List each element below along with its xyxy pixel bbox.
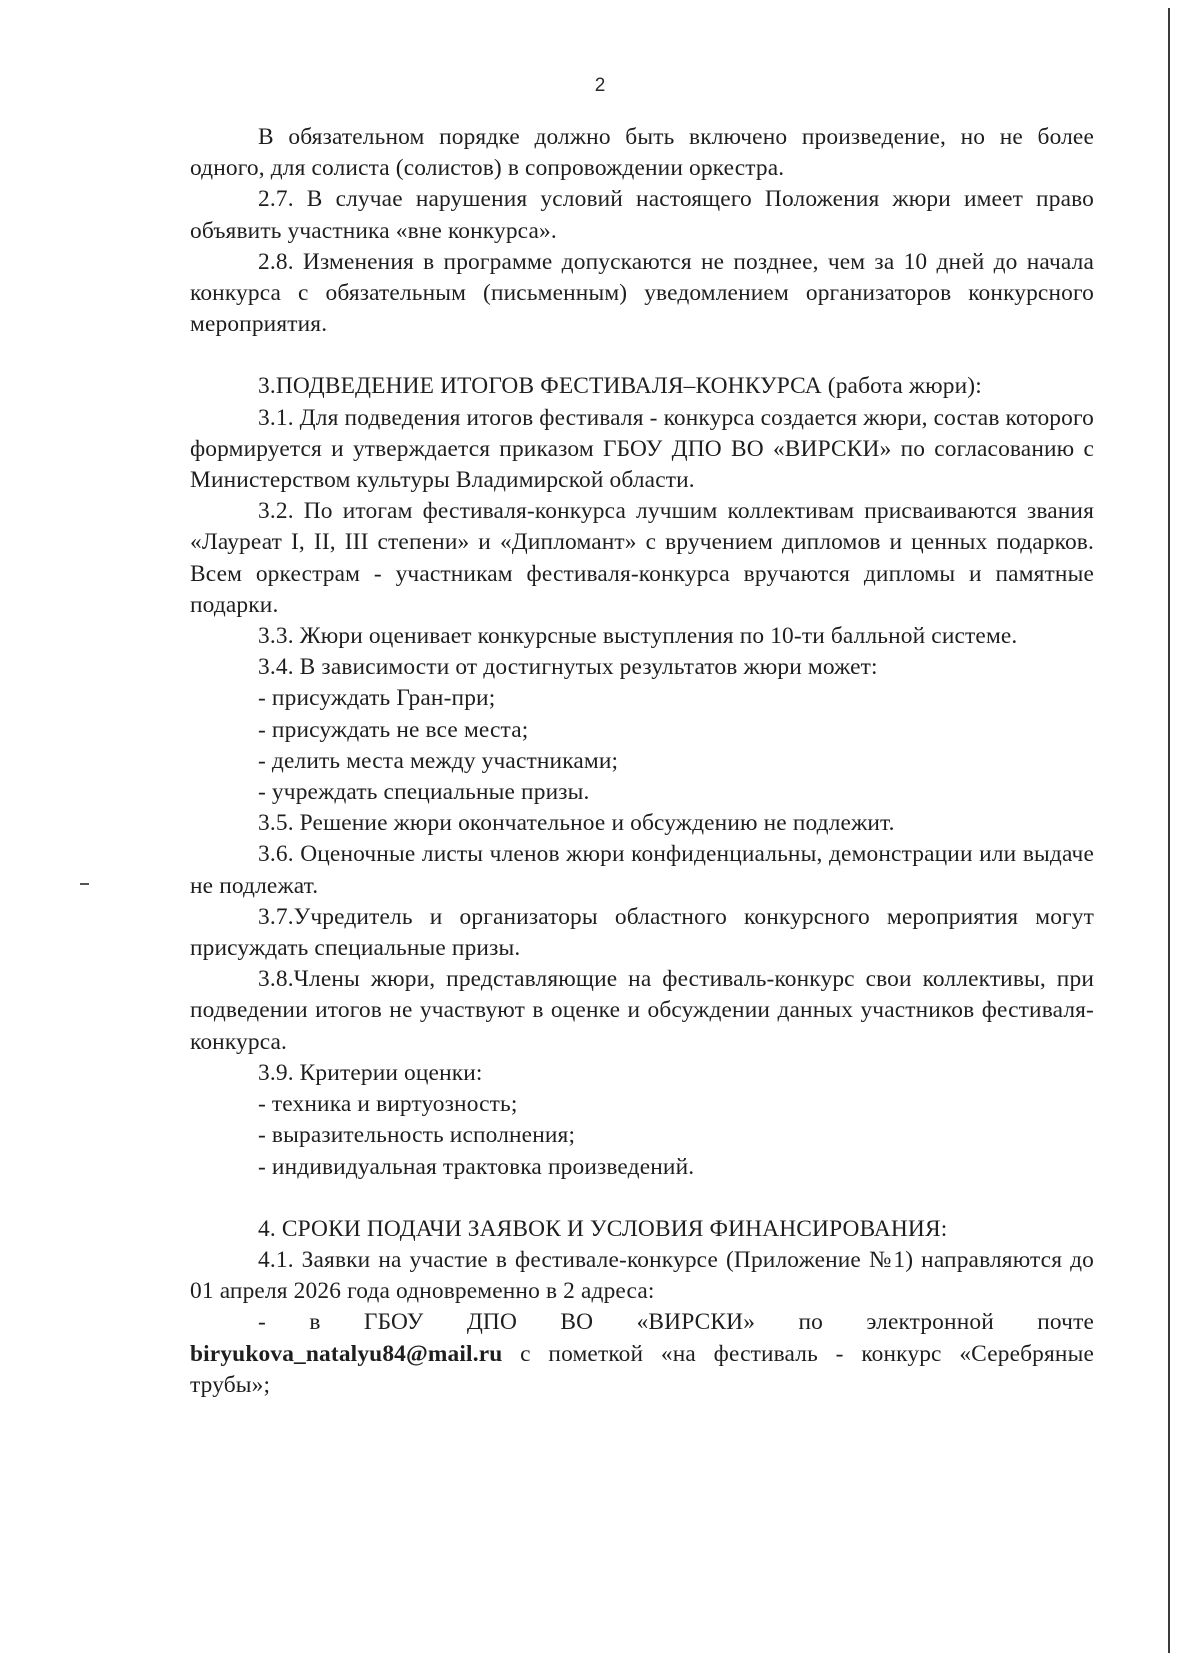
address-item-virski (190, 1307, 1094, 1401)
email-address[interactable]: biryukova_natalyu84@mail.ru (190, 1340, 503, 1367)
list-item-special-prizes: - учреждать специальные призы. (258, 779, 590, 806)
list-item-share-places: - делить места между участниками; (258, 747, 619, 774)
page-number: 2 (594, 75, 606, 96)
paragraph-program-requirement: В обязательном порядке должно быть включено произведение, но не более одного, для солиста (солистов) в сопровождении оркестра. (190, 124, 1094, 182)
scan-edge-line (1168, 8, 1170, 1653)
section-heading-4: 4. СРОКИ ПОДАЧИ ЗАЯВОК И УСЛОВИЯ ФИНАНСИРОВАНИЯ: (258, 1215, 948, 1242)
paragraph-3-4: 3.4. В зависимости от достигнутых результатов жюри может: (258, 654, 878, 681)
list-item-interpretation: - индивидуальная трактовка произведений. (258, 1153, 695, 1180)
paragraph-3-6: 3.6. Оценочные листы членов жюри конфиденциальны, демонстрации или выдаче не подлежат. (190, 841, 1094, 899)
paragraph-3-9: 3.9. Критерии оценки: (258, 1059, 483, 1086)
scan-mark (80, 883, 89, 885)
paragraph-2-8: 2.8. Изменения в программе допускаются не позднее, чем за 10 дней до начала конкурса с обязательным (письменным) уведомлением организаторов конкурсного мероприятия. (190, 248, 1094, 338)
list-item-expressiveness: - выразительность исполнения; (258, 1122, 576, 1149)
address-lead: - в ГБОУ ДПО ВО «ВИРСКИ» по электронной почте (258, 1309, 1094, 1336)
document-body (190, 122, 1094, 1401)
address-tail: с пометкой «на фестиваль - конкурс «Серебряные трубы»; (190, 1340, 1094, 1398)
paragraph-3-8: 3.8.Члены жюри, представляющие на фестиваль-конкурс свои коллективы, при подведении итогов не участвуют в оценке и обсуждении данных участников фестиваля-конкурса. (190, 966, 1094, 1055)
paragraph-2-7: 2.7. В случае нарушения условий настоящего Положения жюри имеет право объявить участника «вне конкурса». (190, 186, 1094, 244)
list-item-grand-prix: - присуждать Гран-при; (258, 685, 496, 712)
paragraph-3-3: 3.3. Жюри оценивает конкурсные выступления по 10-ти балльной системе. (258, 623, 1018, 650)
paragraph-3-1: 3.1. Для подведения итогов фестиваля - конкурса создается жюри, состав которого формируется и утверждается приказом ГБОУ ДПО ВО «ВИРСКИ» по согласованию с Министерством культуры Владимирской области. (190, 404, 1094, 494)
section-heading-3: 3.ПОДВЕДЕНИЕ ИТОГОВ ФЕСТИВАЛЯ–КОНКУРСА (работа жюри): (258, 373, 982, 400)
paragraph-3-5: 3.5. Решение жюри окончательное и обсуждению не подлежит. (258, 810, 895, 837)
list-item-not-all-places: - присуждать не все места; (258, 716, 529, 743)
paragraph-3-7: 3.7.Учредитель и организаторы областного конкурсного мероприятия могут присуждать специальные призы. (190, 903, 1094, 962)
list-item-technique: - техника и виртуозность; (258, 1091, 518, 1118)
paragraph-4-1: 4.1. Заявки на участие в фестивале-конкурсе (Приложение №1) направляются до 01 апреля 2026 года одновременно в 2 адреса: (190, 1246, 1094, 1305)
paragraph-3-2: 3.2. По итогам фестиваля-конкурса лучшим коллективам присваиваются звания «Лауреат I, II, III степени» и «Дипломант» с вручением дипломов и ценных подарков. Всем оркестрам - участникам фестиваля-конкурса вручаются дипломы и памятные подарки. (190, 498, 1094, 618)
